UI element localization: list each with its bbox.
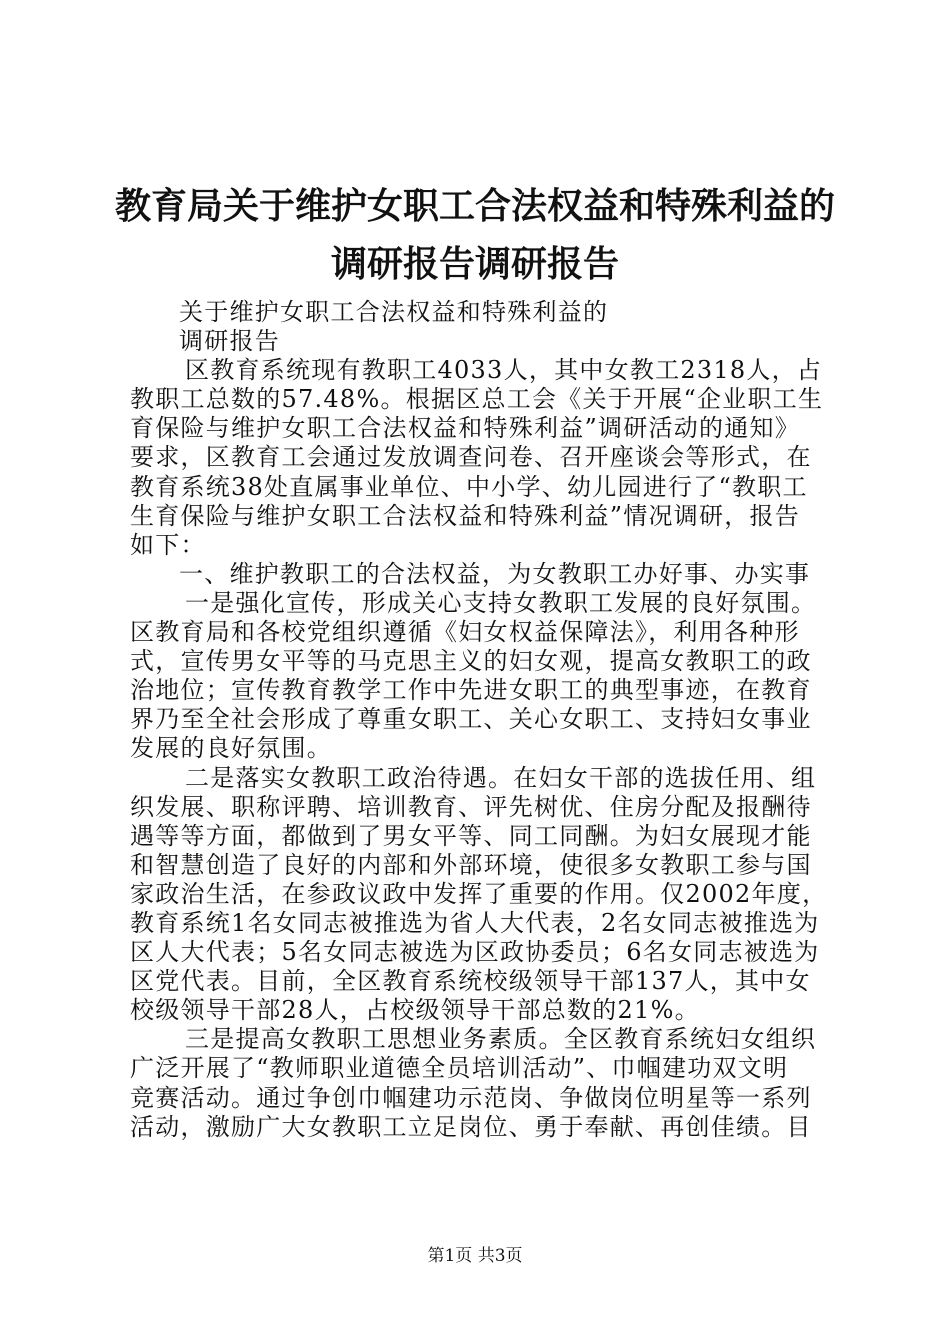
body-line: 区党代表。目前，全区教育系统校级领导干部137人，其中女 — [130, 967, 811, 996]
body-line: 教育系统1名女同志被推选为省人大代表，2名女同志被推选为 — [130, 908, 820, 937]
subtitle-line-1: 关于维护女职工合法权益和特殊利益的 — [179, 298, 609, 326]
body-line: 家政治生活，在参政议政中发挥了重要的作用。仅2002年度， — [130, 879, 828, 908]
document-title-line-2: 调研报告调研报告 — [330, 243, 619, 285]
body-line: 广泛开展了“教师职业道德全员培训活动”、巾帼建功双文明 — [130, 1054, 789, 1083]
body-line: 织发展、职称评聘、培训教育、评先树优、住房分配及报酬待 — [130, 792, 812, 821]
section-heading: 一、维护教职工的合法权益，为女教职工办好事、办实事 — [179, 559, 811, 588]
document-title-line-1: 教育局关于维护女职工合法权益和特殊利益的 — [114, 185, 835, 227]
body-line: 界乃至全社会形成了尊重女职工、关心女职工、支持妇女事业 — [130, 705, 812, 734]
subtitle-line-2: 调研报告 — [179, 327, 280, 356]
page-footer: 第1页 共3页 — [427, 1246, 523, 1266]
body-line: 和智慧创造了良好的内部和外部环境，使很多女教职工参与国 — [130, 850, 812, 879]
body-line: 育保险与维护女职工合法权益和特殊利益”调研活动的通知》 — [130, 414, 801, 443]
body-line: 校级领导干部28人，占校级领导干部总数的21%。 — [130, 996, 700, 1025]
body-line: 如下： — [130, 530, 206, 559]
body-line: 式，宣传男女平等的马克思主义的妇女观，提高女教职工的政 — [130, 647, 812, 676]
body-line: 发展的良好氛围。 — [130, 734, 332, 763]
body-line: 区人大代表；5名女同志被选为区政协委员；6名女同志被选为 — [130, 938, 820, 967]
body-line: 区教育系统现有教职工4033人，其中女教工2318人，占 — [185, 356, 823, 385]
body-line: 教育系统38处直属事业单位、中小学、幼儿园进行了“教职工 — [130, 472, 808, 501]
document-body — [130, 298, 830, 1142]
body-line: 生育保险与维护女职工合法权益和特殊利益”情况调研，报告 — [130, 501, 801, 530]
body-line: 活动，激励广大女教职工立足岗位、勇于奉献、再创佳绩。目 — [130, 1112, 812, 1141]
body-line: 三是提高女教职工思想业务素质。全区教育系统妇女组织 — [185, 1025, 817, 1054]
body-line: 二是落实女教职工政治待遇。在妇女干部的选拔任用、组 — [185, 763, 817, 792]
body-line: 遇等等方面，都做到了男女平等、同工同酬。为妇女展现才能 — [130, 821, 812, 850]
body-line: 一是强化宣传，形成关心支持女教职工发展的良好氛围。 — [185, 588, 817, 617]
body-line: 要求，区教育工会通过发放调查问卷、召开座谈会等形式，在 — [130, 443, 812, 472]
body-line: 治地位；宣传教育教学工作中先进女职工的典型事迹，在教育 — [130, 676, 812, 705]
body-line: 区教育局和各校党组织遵循《妇女权益保障法》，利用各种形 — [130, 618, 800, 647]
body-line: 竞赛活动。通过争创巾帼建功示范岗、争做岗位明星等一系列 — [130, 1083, 812, 1112]
body-line: 教职工总数的57.48%。根据区总工会《关于开展“企业职工生 — [130, 385, 824, 414]
